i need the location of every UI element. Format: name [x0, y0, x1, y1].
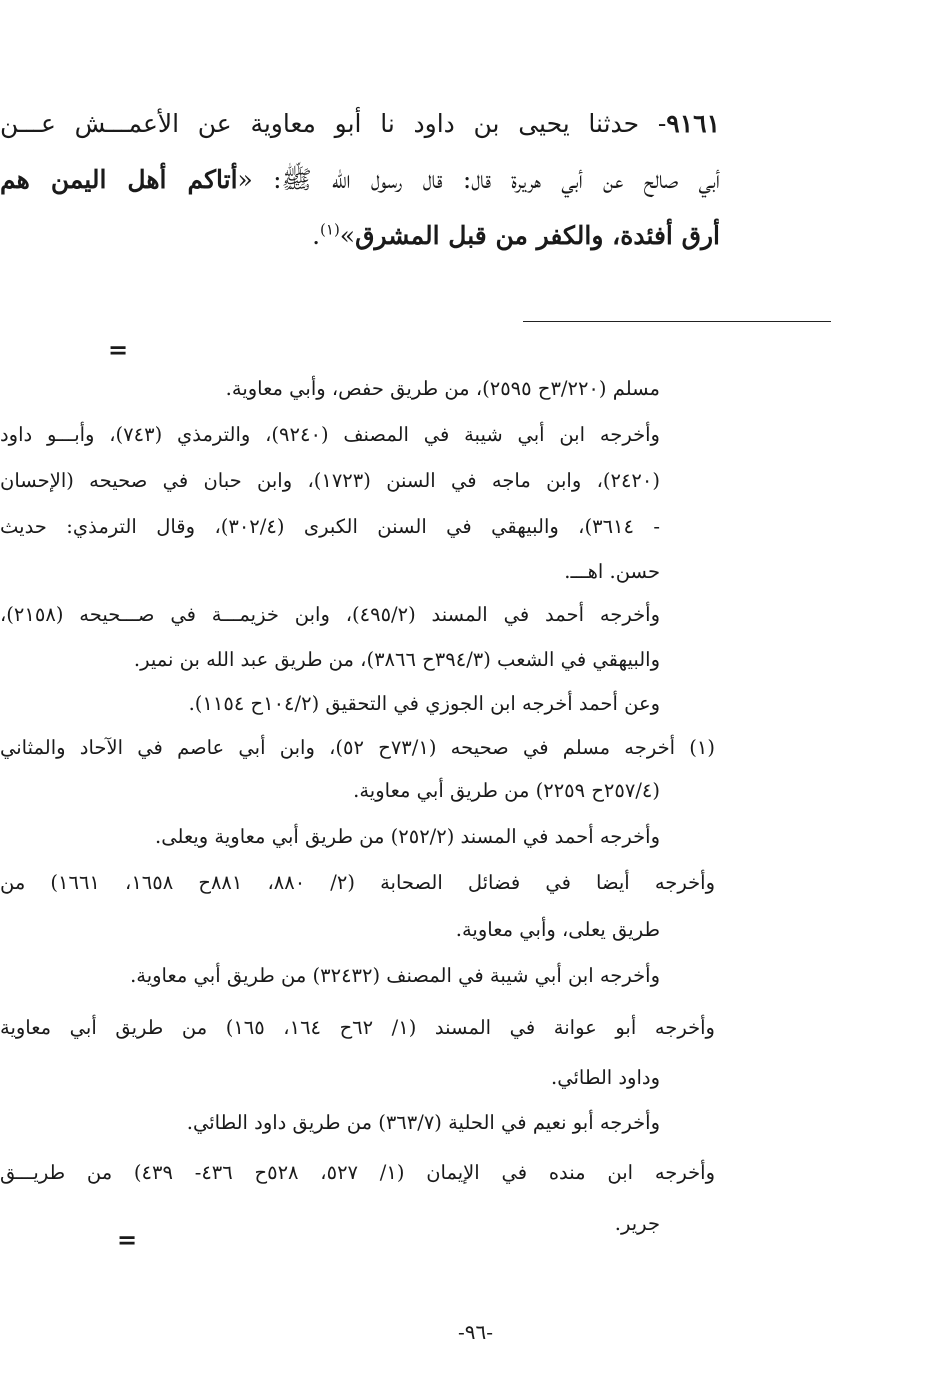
hadith-text-1: - حدثنا يحيى بن داود نا أبو معاوية عن الأعمـــش عـــن: [0, 109, 667, 138]
continuation-mark-bottom: =: [117, 1225, 138, 1254]
footnote-line: طريق يعلى، وأبي معاوية.: [455, 918, 660, 941]
footnote-line: وعن أحمد أخرجه ابن الجوزي في التحقيق (١٠٤/٢ح ١١٥٤).: [188, 692, 660, 715]
hadith-line-2: [0, 160, 720, 200]
footnote-reference: (١): [320, 220, 340, 239]
footnote-line: (٢٤٢٠)، وابن ماجه في السنن (١٧٢٣)، وابن حبان في صحيحه (الإحسان: [0, 469, 660, 492]
footnote-line: (١) أخرجه مسلم في صحيحه (٧٣/١ح ٥٢)، وابن أبي عاصم في الآحاد والمثاني: [0, 736, 715, 759]
footnote-line: وأخرجه أبو عوانة في المسند (١/ ٦٢ح ١٦٤، ١٦٥) من طريق أبي معاوية: [0, 1016, 715, 1039]
hadith-number: ٩١٦١: [666, 109, 720, 138]
page-number: -٩٦-: [457, 1320, 493, 1344]
hadith-line-3: [0, 216, 720, 256]
footnote-line: وأخرجه أحمد في المسند (٢٥٢/٢) من طريق أبي معاوية ويعلى.: [155, 825, 660, 848]
hadith-quote-close: »: [339, 221, 356, 250]
hadith-period: .: [312, 221, 321, 250]
hadith-matn-1: أتاكم أهل اليمن هم: [0, 165, 238, 194]
continuation-mark-top: =: [108, 335, 129, 364]
footnote-line: وأخرجه أحمد في المسند (٤٩٥/٢)، وابن خزيمـــة في صـــحيحه (٢١٥٨)،: [0, 603, 661, 626]
footnote-line: وأخرجه ابن أبي شيبة في المصنف (٣٢٤٣٢) من طريق أبي معاوية.: [130, 964, 660, 987]
footnote-line: وأخرجه أيضا في فضائل الصحابة (٢/ ٨٨٠، ٨٨١ح ١٦٥٨، ١٦٦١) من: [0, 871, 715, 894]
footnote-line: حسن. اهـــ.: [564, 560, 660, 583]
footnote-line: وأخرجه أبو نعيم في الحلية (٣٦٣/٧) من طريق داود الطائي.: [186, 1111, 660, 1134]
footnote-line: جرير.: [614, 1212, 660, 1235]
footnote-line: مسلم (٣/٢٢٠ح ٢٥٩٥)، من طريق حفص، وأبي معاوية.: [225, 377, 660, 400]
footnote-line: والبيهقي في الشعب (٣٩٤/٣ح ٣٨٦٦)، من طريق عبد الله بن نمير.: [133, 648, 660, 671]
hadith-line-1: [0, 104, 720, 144]
footnote-line: (٢٥٧/٤ح ٢٢٥٩) من طريق أبي معاوية.: [353, 779, 660, 802]
footnote-line: وأخرجه ابن منده في الإيمان (١/ ٥٢٧، ٥٢٨ح ٤٣٦- ٤٣٩) من طريـــق: [0, 1161, 715, 1184]
hadith-text-2: أبي صالح عن أبي هريرة قال: قال رسول الله ﷺ: «: [237, 165, 720, 194]
footnote-divider: [523, 321, 831, 322]
footnote-line: وأخرجه ابن أبي شيبة في المصنف (٩٢٤٠)، والترمذي (٧٤٣)، وأبـــو داود: [0, 423, 660, 446]
footnote-line: - ٣٦١٤)، والبيهقي في السنن الكبرى (٣٠٢/٤)، وقال الترمذي: حديث: [0, 515, 660, 538]
footnote-line: وداود الطائي.: [551, 1066, 660, 1089]
hadith-matn-2: أرق أفئدة، والكفر من قبل المشرق: [355, 221, 720, 250]
